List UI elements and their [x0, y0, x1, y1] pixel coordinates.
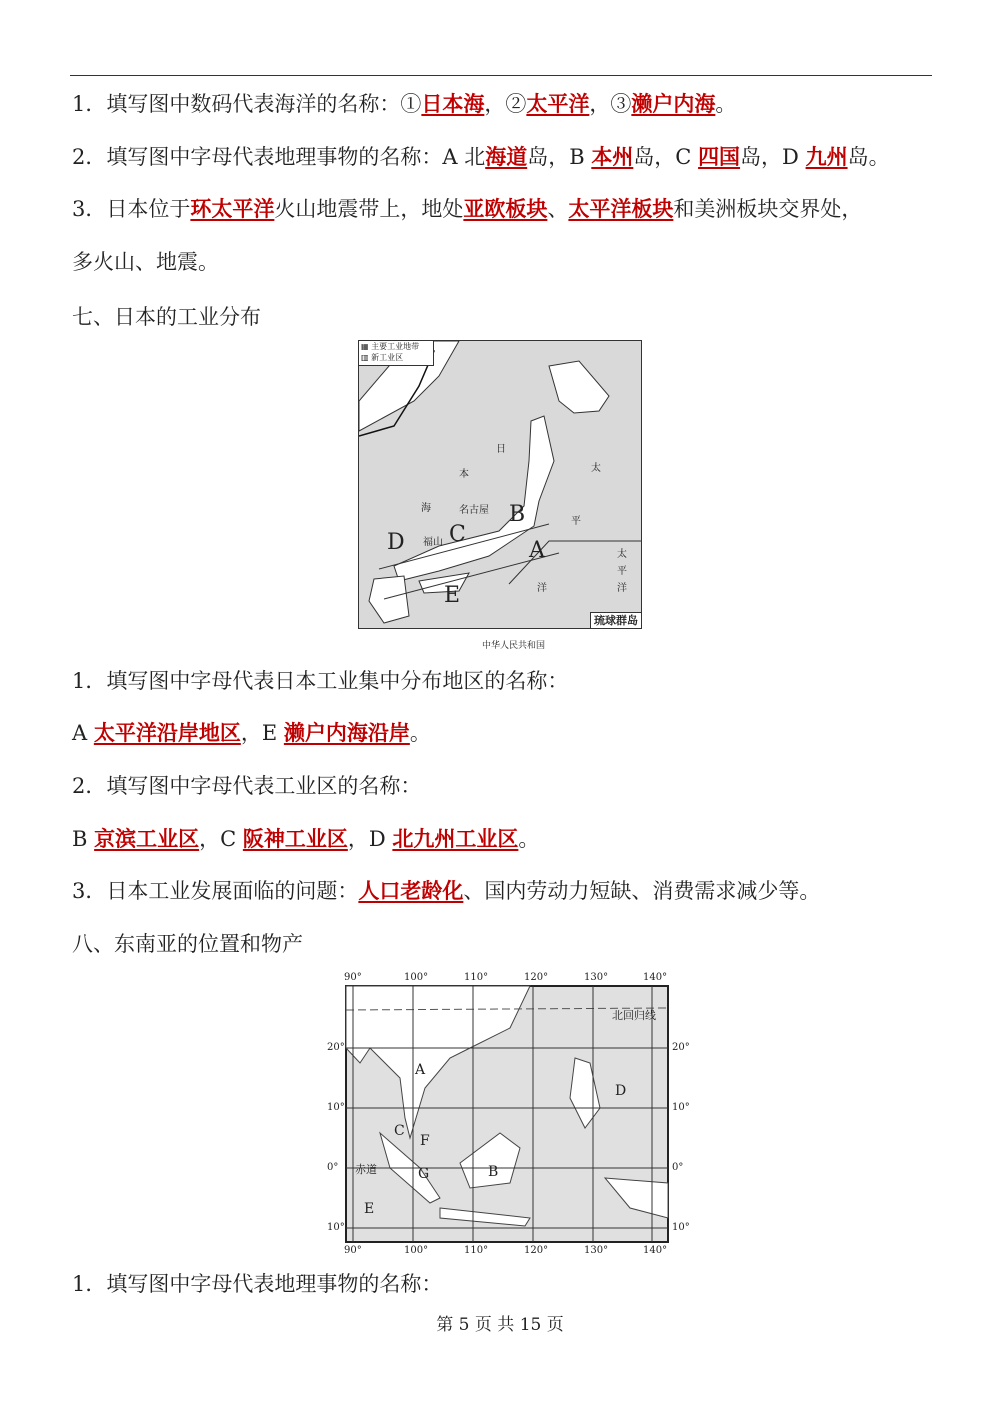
legend-new-industrial-zone: ▥ 新工业区: [361, 353, 404, 362]
latitude-tick: 10°: [327, 1102, 345, 1113]
answer-text: 亚欧板块: [463, 197, 548, 221]
question-text: ，②: [484, 92, 527, 116]
section-heading: [72, 303, 261, 331]
answer-text: 太平洋板块: [568, 197, 674, 221]
answer-text: 北九州工业区: [392, 827, 519, 851]
city-fukuyama: 福山: [423, 537, 443, 548]
question-text: 2．填写图中字母代表工业区的名称：: [72, 774, 422, 798]
sea-label: 平: [571, 516, 581, 527]
sea-label: 本: [459, 469, 469, 480]
question-text: 3．日本位于: [72, 197, 191, 221]
letter-g: G: [418, 1166, 430, 1182]
answer-text: 九州: [805, 145, 848, 169]
city-nagoya: 名古屋: [459, 505, 489, 516]
text-line: [72, 248, 219, 276]
text-line: [72, 195, 862, 223]
letter-c: C: [449, 522, 466, 547]
sea-label: 海: [421, 503, 431, 514]
southeast-asia-map: [327, 968, 700, 1258]
longitude-tick: 90°: [344, 1245, 362, 1256]
text-line: [72, 877, 820, 905]
longitude-tick: 140°: [643, 972, 668, 983]
answer-text: 环太平洋: [190, 197, 275, 221]
japan-industry-map: [358, 340, 642, 629]
page-footer: 第 5 页 共 15 页: [436, 1315, 564, 1335]
question-text: 火山地震带上，地处: [274, 197, 464, 221]
longitude-tick: 90°: [344, 972, 362, 983]
question-text: 岛，C: [633, 145, 699, 169]
letter-a: A: [415, 1062, 426, 1078]
answer-text: 濑户内海沿岸: [283, 721, 410, 745]
letter-d: D: [387, 530, 405, 555]
question-text: ，C: [199, 827, 243, 851]
longitude-tick: 100°: [404, 972, 429, 983]
question-text: B: [72, 827, 95, 851]
letter-b: B: [488, 1164, 499, 1180]
equator-label: 赤道: [355, 1163, 377, 1176]
text-line: [72, 667, 568, 695]
text-line: [72, 1270, 442, 1298]
inset-label: 琉球群岛: [590, 612, 641, 628]
question-text: 八、东南亚的位置和物产: [72, 932, 303, 956]
question-text: 岛，D: [740, 145, 806, 169]
question-text: 1．填写图中字母代表地理事物的名称：: [72, 1272, 443, 1296]
tropic-label: 北回归线: [612, 1009, 656, 1022]
question-text: 3．日本工业发展面临的问题：: [72, 879, 359, 903]
header-rule: [70, 75, 932, 76]
longitude-tick: 110°: [464, 1245, 489, 1256]
question-text: 多火山、地震。: [72, 250, 219, 274]
answer-text: 日本海: [421, 92, 485, 116]
text-line: [72, 772, 421, 800]
latitude-tick: 0°: [672, 1162, 684, 1173]
text-line: [72, 90, 736, 118]
sea-label: 平: [617, 566, 627, 577]
answer-text: 太平洋: [526, 92, 590, 116]
answer-text: 阪神工业区: [242, 827, 348, 851]
answer-text: 太平洋沿岸地区: [93, 721, 241, 745]
latitude-tick: 10°: [672, 1102, 690, 1113]
question-text: 、国内劳动力短缺、消费需求减少等。: [463, 879, 821, 903]
longitude-tick: 140°: [643, 1245, 668, 1256]
answer-text: 濑户内海: [631, 92, 716, 116]
question-text: 2．填写图中字母代表地理事物的名称：A 北: [72, 145, 486, 169]
latitude-tick: 0°: [327, 1162, 339, 1173]
question-text: 和美洲板块交界处，: [673, 197, 863, 221]
latitude-tick: 10°: [672, 1222, 690, 1233]
answer-text: 四国: [698, 145, 741, 169]
letter-e: E: [364, 1201, 375, 1217]
question-text: 1．填写图中数码代表海洋的名称：①: [72, 92, 422, 116]
question-text: 。: [518, 827, 540, 851]
question-text: 1．填写图中字母代表日本工业集中分布地区的名称：: [72, 669, 569, 693]
sea-label: 日: [496, 444, 506, 455]
text-line: [72, 719, 431, 747]
section-heading: [72, 930, 303, 958]
question-text: 七、日本的工业分布: [72, 305, 261, 329]
question-text: 、: [547, 197, 569, 221]
latitude-tick: 10°: [327, 1222, 345, 1233]
answer-text: 京滨工业区: [94, 827, 200, 851]
question-text: 岛，B: [527, 145, 592, 169]
question-text: ，D: [347, 827, 393, 851]
letter-f: F: [420, 1133, 430, 1149]
question-text: ，③: [589, 92, 632, 116]
sea-label: 洋: [537, 583, 547, 594]
question-text: 。: [409, 721, 431, 745]
answer-text: 海道: [485, 145, 528, 169]
letter-d: D: [615, 1083, 627, 1099]
letter-c: C: [394, 1123, 405, 1139]
letter-b: B: [509, 502, 526, 527]
japan-map-shapes: [359, 341, 641, 628]
question-text: 岛。: [847, 145, 890, 169]
text-line: [72, 143, 890, 171]
legend-label: 新工业区: [371, 353, 404, 362]
longitude-tick: 100°: [404, 1245, 429, 1256]
legend-main-industrial-belt: ▦ 主要工业地带: [361, 342, 420, 351]
answer-text: 本州: [591, 145, 634, 169]
question-text: ，E: [240, 721, 284, 745]
longitude-tick: 130°: [584, 1245, 609, 1256]
question-text: 。: [715, 92, 737, 116]
sea-label: 太: [617, 549, 627, 560]
longitude-tick: 120°: [524, 1245, 549, 1256]
latitude-tick: 20°: [327, 1042, 345, 1053]
longitude-tick: 130°: [584, 972, 609, 983]
sea-label: 洋: [617, 583, 627, 594]
letter-a: A: [529, 538, 545, 563]
longitude-tick: 110°: [464, 972, 489, 983]
sea-label: 太: [591, 463, 601, 474]
question-text: A: [72, 721, 94, 745]
legend-label: 主要工业地带: [371, 342, 420, 351]
answer-text: 人口老龄化: [358, 879, 464, 903]
latitude-tick: 20°: [672, 1042, 690, 1053]
letter-e: E: [444, 583, 461, 608]
text-line: [72, 825, 539, 853]
longitude-tick: 120°: [524, 972, 549, 983]
map-caption: 中华人民共和国: [482, 641, 546, 651]
